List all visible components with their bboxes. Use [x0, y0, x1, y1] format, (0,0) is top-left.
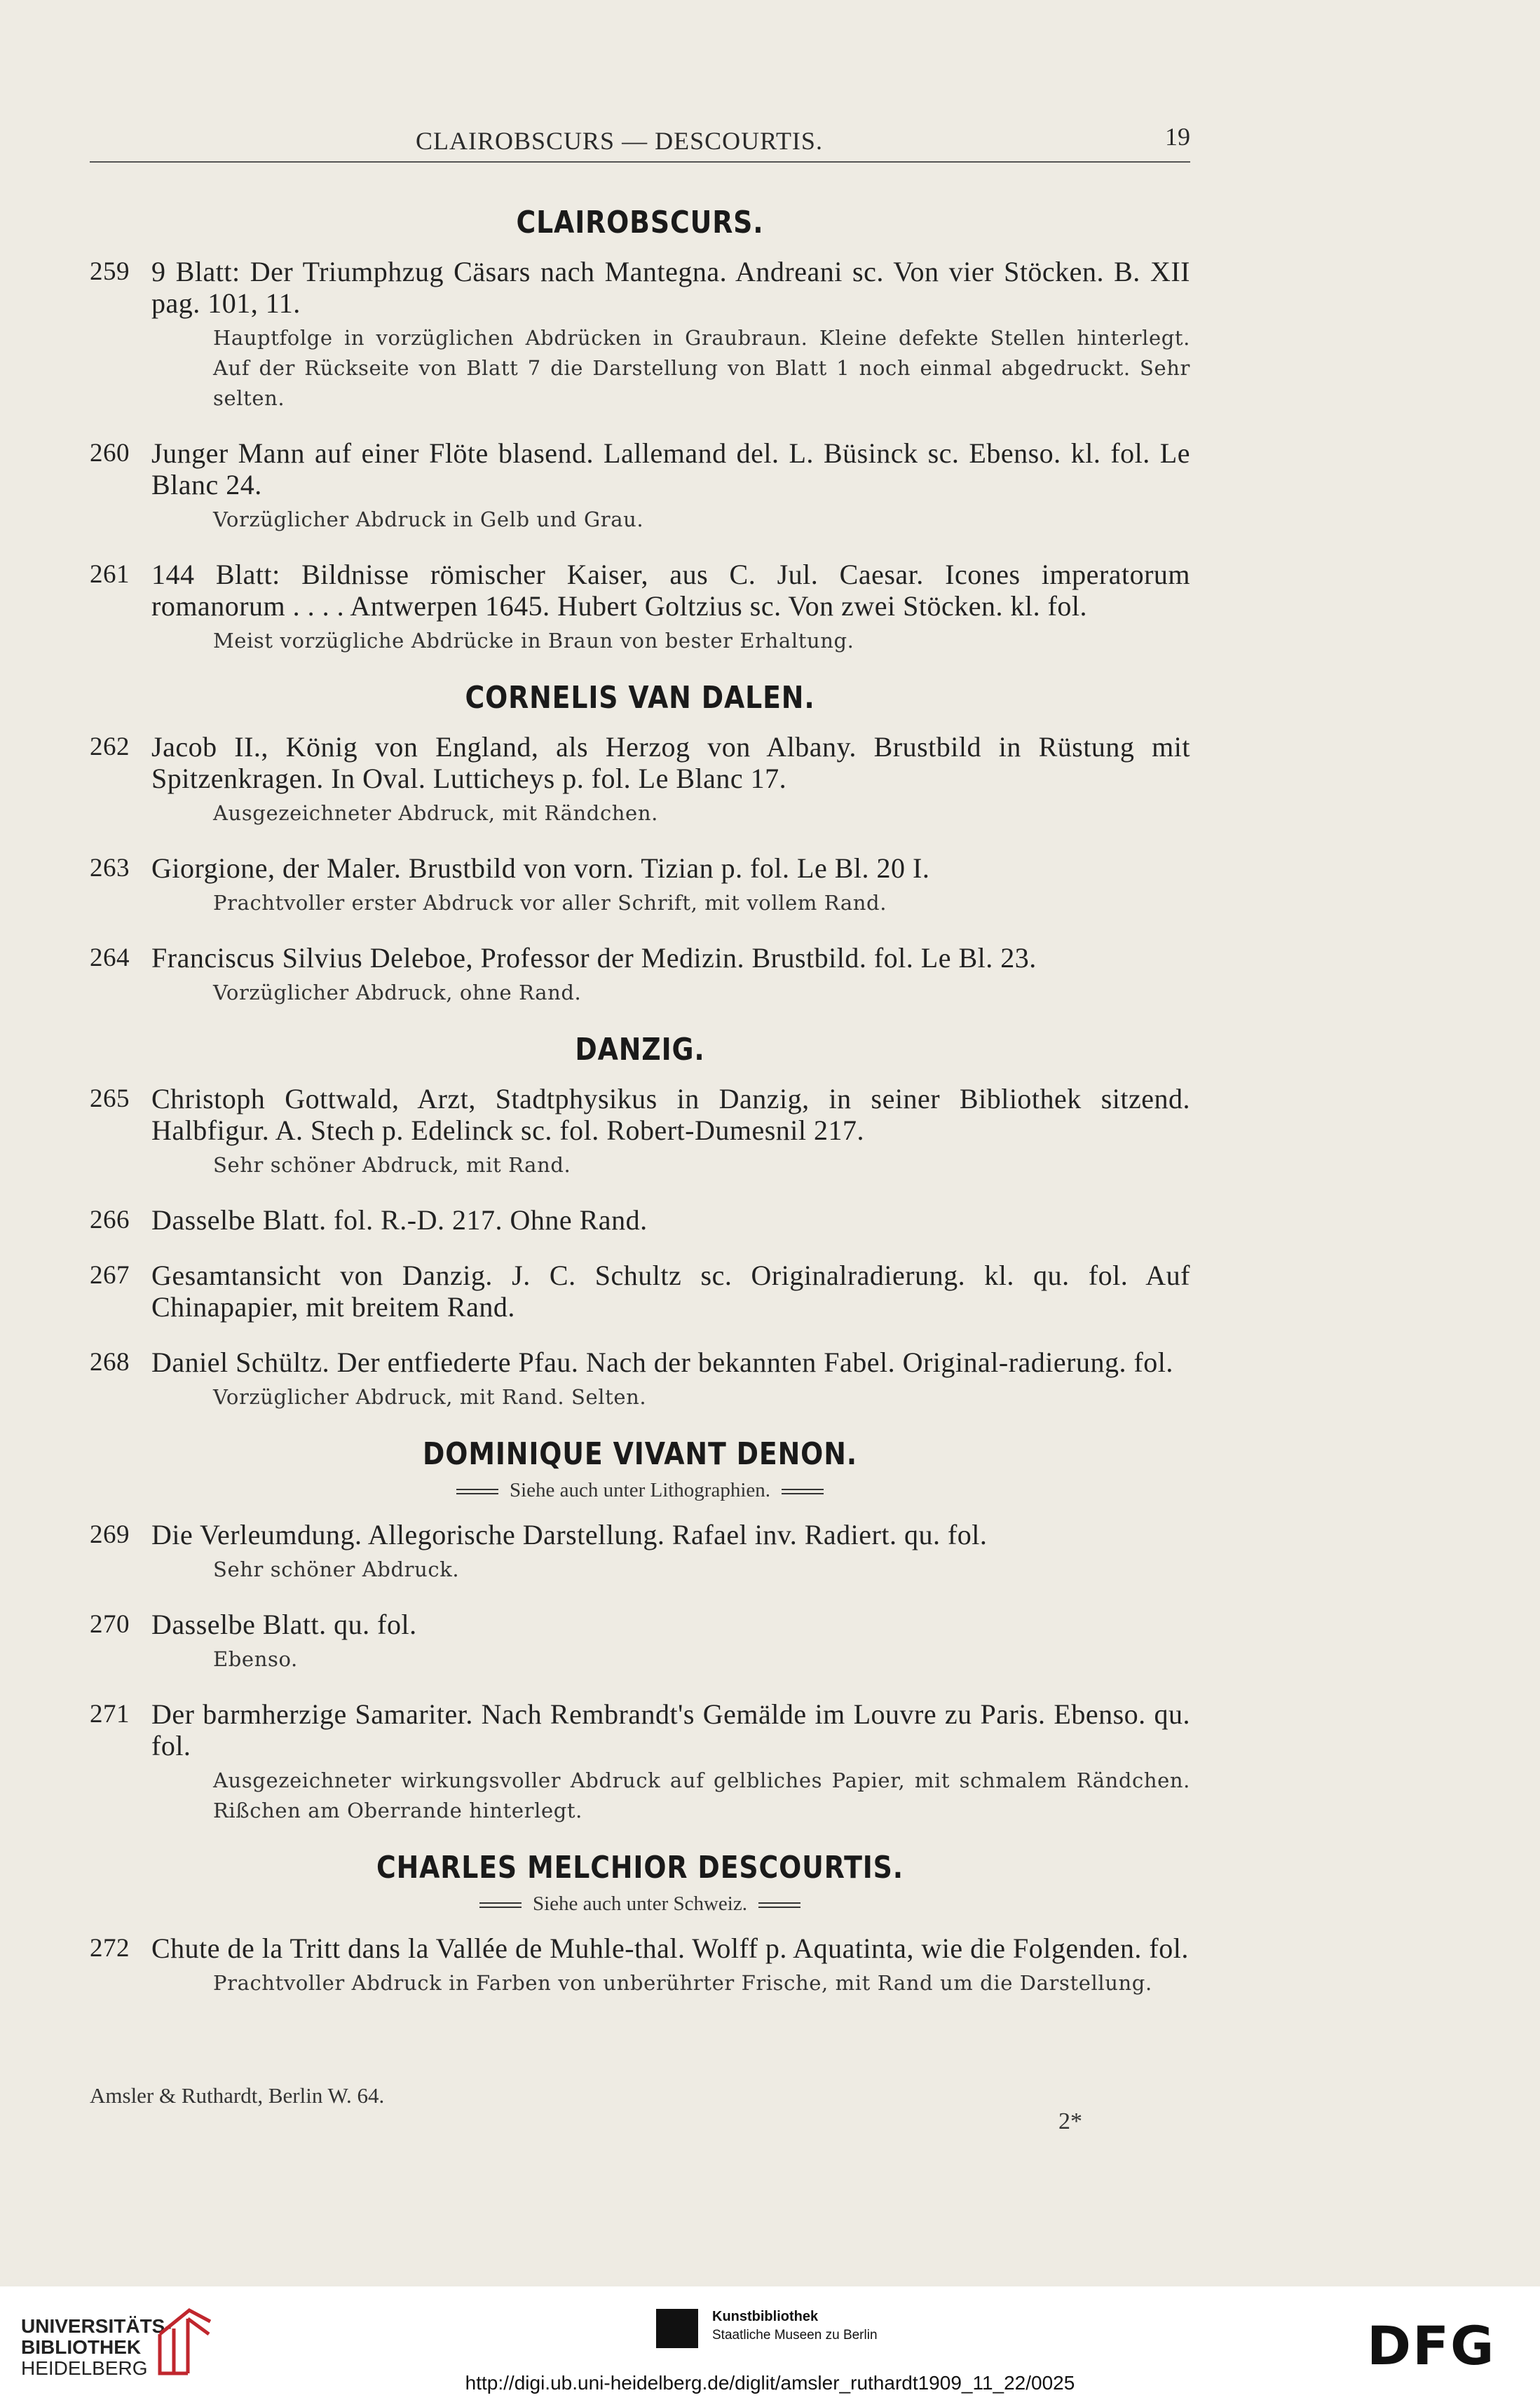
- lot-number: 263: [90, 854, 130, 882]
- entry-line: [90, 437, 1190, 500]
- catalogue-entry: [90, 942, 1190, 1008]
- lot-number: 266: [90, 1206, 130, 1234]
- entry-line: [90, 942, 1190, 974]
- dfg-logo[interactable]: DFG: [1367, 2314, 1496, 2377]
- lot-number: 265: [90, 1084, 130, 1113]
- entry-line: [90, 1932, 1190, 1964]
- entry-note: Ausgezeichneter Abdruck, mit Rändchen.: [213, 801, 658, 825]
- viewer-footer: [0, 2286, 1540, 2400]
- catalogue-entry: [90, 1204, 1190, 1236]
- entry-line: [90, 1204, 1190, 1236]
- catalogue-entry: [90, 1609, 1190, 1675]
- entry-note: Vorzüglicher Abdruck, mit Rand. Selten.: [213, 1385, 647, 1409]
- see-also-note: [90, 1893, 1190, 1916]
- lot-number: 272: [90, 1934, 130, 1963]
- see-also-text: Siehe auch unter Lithographien.: [509, 1479, 771, 1501]
- running-title: CLAIROBSCURS — DESCOURTIS.: [416, 127, 823, 155]
- uni-line3: HEIDELBERG: [21, 2357, 148, 2379]
- entry-line: [90, 1260, 1190, 1323]
- entry-line: [90, 256, 1190, 319]
- signature-mark: 2*: [1058, 2108, 1082, 2134]
- lot-number: 268: [90, 1348, 130, 1377]
- entry-note: Hauptfolge in vorzüglichen Abdrücken in Graubraun. Kleine defekte Stellen hinterlegt. Auf der Rückseite von Blatt 7 die Darstellung von Blatt 1 noch einmal abgedruckt. Sehr selten.: [213, 326, 1190, 410]
- kunstbibliothek-logo-icon: [656, 2309, 698, 2348]
- university-library-logo[interactable]: [21, 2316, 172, 2379]
- catalogue-entry: [90, 1083, 1190, 1180]
- entry-line: [90, 852, 1190, 884]
- lot-number: 270: [90, 1610, 130, 1639]
- kunstbibliothek-label[interactable]: [712, 2307, 878, 2345]
- publisher-imprint: Amsler & Ruthardt, Berlin W. 64.: [90, 2083, 385, 2108]
- entry-note: Ausgezeichneter wirkungsvoller Abdruck auf gelbliches Papier, mit schmalem Rändchen. Rißchen am Oberrande hinterlegt.: [213, 1768, 1190, 1822]
- permalink-url[interactable]: http://digi.ub.uni-heidelberg.de/diglit/amsler_ruthardt1909_11_22/0025: [465, 2372, 1075, 2394]
- catalogue-content: [90, 205, 1190, 2022]
- entry-description: Chute de la Tritt dans la Vallée de Muhle-thal. Wolff p. Aquatinta, wie die Folgenden. fol.: [151, 1932, 1189, 1964]
- catalogue-entry: [90, 731, 1190, 829]
- kb-line1: Kunstbibliothek: [712, 2309, 819, 2324]
- catalogue-entry: [90, 1698, 1190, 1826]
- uni-line2: BIBLIOTHEK: [21, 2336, 142, 2358]
- section-heading: CHARLES MELCHIOR DESCOURTIS.: [376, 1850, 904, 1886]
- see-also-note: [90, 1479, 1190, 1502]
- entry-description: Giorgione, der Maler. Brustbild von vorn. Tizian p. fol. Le Bl. 20 I.: [151, 852, 930, 884]
- entry-note: Vorzüglicher Abdruck, ohne Rand.: [213, 981, 582, 1004]
- catalogue-entry: [90, 256, 1190, 414]
- entry-description: Jacob II., König von England, als Herzog von Albany. Brustbild in Rüstung mit Spitzenkragen. In Oval. Lutticheys p. fol. Le Blanc 17.: [151, 731, 1190, 794]
- entry-description: Franciscus Silvius Deleboe, Professor der Medizin. Brustbild. fol. Le Bl. 23.: [151, 942, 1037, 974]
- entry-note: Sehr schöner Abdruck, mit Rand.: [213, 1153, 571, 1177]
- library-emblem-icon: [154, 2306, 214, 2376]
- entry-line: [90, 1698, 1190, 1761]
- entry-description: Gesamtansicht von Danzig. J. C. Schultz sc. Originalradierung. kl. qu. fol. Auf Chinapapier, mit breitem Rand.: [151, 1260, 1190, 1323]
- section-heading: CORNELIS VAN DALEN.: [465, 680, 815, 716]
- page-number: 19: [1165, 123, 1190, 151]
- entry-description: Daniel Schültz. Der entfiederte Pfau. Nach der bekannten Fabel. Original-radierung. fol.: [151, 1346, 1173, 1378]
- lot-number: 271: [90, 1700, 130, 1729]
- entry-note: Prachtvoller Abdruck in Farben von unberührter Frische, mit Rand um die Darstellung.: [213, 1971, 1152, 1995]
- entry-line: [90, 731, 1190, 794]
- entry-line: [90, 559, 1190, 622]
- entry-description: Christoph Gottwald, Arzt, Stadtphysikus in Danzig, in seiner Bibliothek sitzend. Halbfigur. A. Stech p. Edelinck sc. fol. Robert-Dumesnil 217.: [151, 1083, 1190, 1146]
- entry-description: Die Verleumdung. Allegorische Darstellung. Rafael inv. Radiert. qu. fol.: [151, 1519, 988, 1550]
- entry-line: [90, 1083, 1190, 1146]
- double-rule: [456, 1489, 498, 1494]
- entry-note: Meist vorzügliche Abdrücke in Braun von bester Erhaltung.: [213, 629, 854, 653]
- entry-note: Vorzüglicher Abdruck in Gelb und Grau.: [213, 507, 644, 531]
- double-rule: [479, 1902, 522, 1908]
- catalogue-entry: [90, 852, 1190, 918]
- lot-number: 262: [90, 732, 130, 761]
- double-rule: [758, 1902, 800, 1908]
- catalogue-entry: [90, 1346, 1190, 1412]
- catalogue-entry: [90, 559, 1190, 656]
- header-rule: [90, 161, 1190, 163]
- entry-note: Ebenso.: [213, 1647, 298, 1671]
- section-heading: CLAIROBSCURS.: [516, 205, 764, 240]
- lot-number: 269: [90, 1520, 130, 1549]
- entry-description: Junger Mann auf einer Flöte blasend. Lallemand del. L. Büsinck sc. Ebenso. kl. fol. Le Blanc 24.: [151, 437, 1190, 500]
- entry-line: [90, 1346, 1190, 1378]
- catalogue-entry: [90, 1932, 1190, 1998]
- lot-number: 267: [90, 1261, 130, 1290]
- entry-description: Dasselbe Blatt. qu. fol.: [151, 1609, 417, 1640]
- entry-note: Prachtvoller erster Abdruck vor aller Schrift, mit vollem Rand.: [213, 891, 887, 915]
- entry-note: Sehr schöner Abdruck.: [213, 1557, 460, 1581]
- lot-number: 261: [90, 560, 130, 589]
- double-rule: [782, 1489, 824, 1494]
- section-heading: DOMINIQUE VIVANT DENON.: [423, 1436, 857, 1472]
- lot-number: 259: [90, 257, 130, 286]
- catalogue-entry: [90, 1260, 1190, 1323]
- entry-line: [90, 1609, 1190, 1640]
- catalogue-entry: [90, 437, 1190, 535]
- catalogue-entry: [90, 1519, 1190, 1585]
- uni-line1: UNIVERSITÄTS-: [21, 2315, 172, 2337]
- section-heading: DANZIG.: [575, 1032, 705, 1068]
- entry-description: 144 Blatt: Bildnisse römischer Kaiser, aus C. Jul. Caesar. Icones imperatorum romanorum . . . . Antwerpen 1645. Hubert Goltzius sc. Von zwei Stöcken. kl. fol.: [151, 559, 1190, 622]
- see-also-text: Siehe auch unter Schweiz.: [532, 1893, 747, 1915]
- entry-description: 9 Blatt: Der Triumphzug Cäsars nach Mantegna. Andreani sc. Von vier Stöcken. B. XII pag. 101, 11.: [151, 256, 1190, 319]
- kb-line2: Staatliche Museen zu Berlin: [712, 2328, 878, 2343]
- entry-line: [90, 1519, 1190, 1550]
- entry-description: Der barmherzige Samariter. Nach Rembrandt's Gemälde im Louvre zu Paris. Ebenso. qu. fol.: [151, 1698, 1190, 1761]
- lot-number: 264: [90, 943, 130, 972]
- running-header: [90, 121, 1190, 163]
- entry-description: Dasselbe Blatt. fol. R.-D. 217. Ohne Rand.: [151, 1204, 648, 1236]
- lot-number: 260: [90, 439, 130, 468]
